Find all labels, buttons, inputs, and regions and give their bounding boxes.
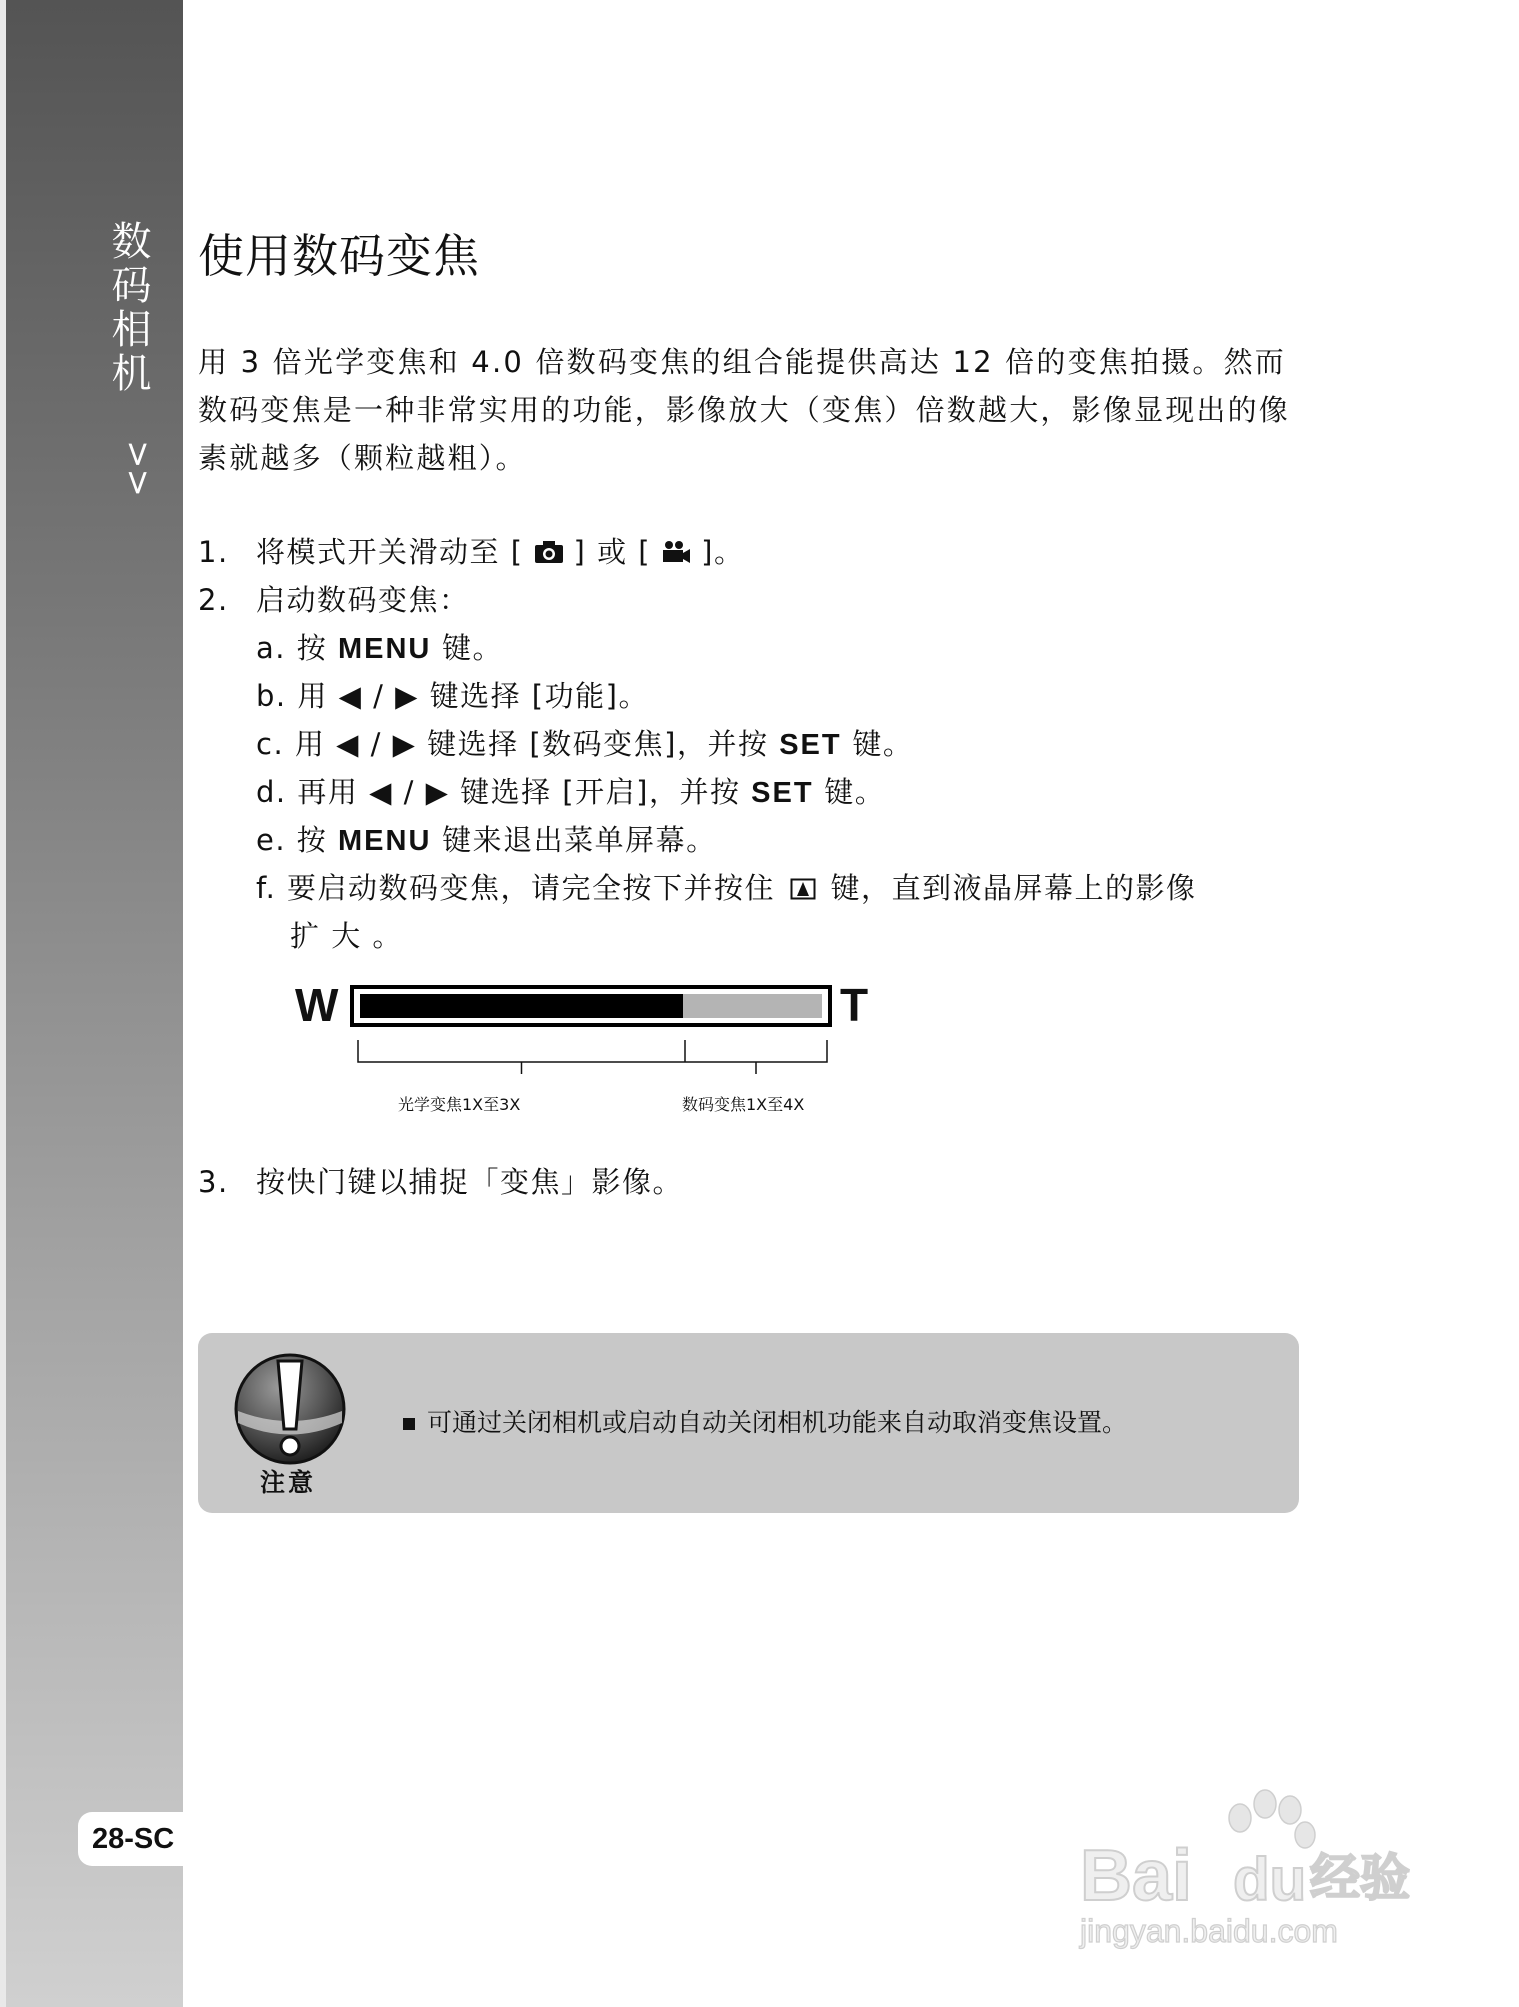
step-text: ] 或 [	[573, 535, 652, 569]
set-key: SET	[751, 777, 814, 809]
note-body: 可通过关闭相机或启动自动关闭相机功能来自动取消变焦设置。	[427, 1408, 1128, 1437]
movie-icon	[661, 537, 691, 571]
step-1	[198, 530, 744, 571]
substep-f	[256, 866, 1197, 907]
step-number: 1.	[198, 535, 229, 569]
bullet-icon	[403, 1418, 415, 1430]
note-label: 注意	[260, 1468, 317, 1497]
sidebar	[0, 0, 183, 2007]
set-key: SET	[779, 729, 842, 761]
step-number: 3.	[198, 1165, 229, 1199]
intro-paragraph: 用 3 倍光学变焦和 4.0 倍数码变焦的组合能提供高达 12 倍的变焦拍摄。然而数码变焦是一种非常实用的功能，影像放大（变焦）倍数越大，影像显现出的像素就越多（颗粒越粗）。	[198, 345, 1291, 475]
zoom-bar	[350, 985, 832, 1027]
camera-icon	[534, 537, 564, 571]
optical-caption: 光学变焦1X至3X	[398, 1095, 521, 1114]
watermark-brand2: du	[1233, 1846, 1307, 1913]
note-box	[198, 1333, 1299, 1513]
step-number: 2.	[198, 583, 229, 617]
substep-text: b. 用 ◀ / ▶ 键选择 [功能]。	[256, 679, 649, 713]
substep-text: 键，直到液晶屏幕上的影像	[819, 871, 1197, 905]
watermark-suffix: 经验	[1310, 1849, 1410, 1907]
watermark-url: jingyan.baidu.com	[1080, 1913, 1338, 1949]
step-text: 启动数码变焦：	[256, 583, 470, 617]
substep-e	[256, 818, 717, 859]
substep-text: 键。	[841, 727, 914, 761]
step-3	[198, 1160, 683, 1201]
zoom-tele-icon	[790, 873, 816, 907]
wide-label: W	[295, 979, 339, 1031]
tele-label: T	[840, 979, 869, 1031]
step-text: ]。	[701, 535, 745, 569]
step-text: 按快门键以捕捉「变焦」影像。	[256, 1165, 684, 1199]
zoom-range-brackets	[355, 1038, 835, 1088]
baidu-watermark	[1075, 1780, 1435, 1964]
optical-zoom-fill	[360, 994, 683, 1018]
substep-text: 键。	[431, 631, 504, 665]
substep-text: f. 要启动数码变焦，请完全按下并按住	[256, 871, 786, 905]
substep-f-cont: 扩 大 。	[290, 919, 403, 953]
substep-text: c. 用 ◀ / ▶ 键选择 [数码变焦]，并按	[256, 727, 780, 761]
substep-text: 键来退出菜单屏幕。	[431, 823, 717, 857]
substep-text: 键。	[813, 775, 886, 809]
digital-caption: 数码变焦1X至4X	[682, 1095, 805, 1114]
page-title: 使用数码变焦	[198, 229, 480, 283]
section-label: 数码相机	[105, 220, 151, 396]
menu-key: MENU	[338, 825, 432, 857]
substep-c	[256, 722, 913, 763]
substep-text: d. 再用 ◀ / ▶ 键选择 [开启]，并按	[256, 775, 752, 809]
digital-zoom-fill	[683, 994, 822, 1018]
substep-text: e. 按	[256, 823, 338, 857]
substep-text: a. 按	[256, 631, 338, 665]
step-text: 将模式开关滑动至 [	[256, 535, 524, 569]
step-2	[198, 578, 470, 619]
sidebar-edge	[0, 0, 6, 2007]
chevron-icon: >>	[118, 440, 158, 497]
exclamation-icon	[230, 1351, 350, 1475]
substep-a	[256, 626, 503, 667]
watermark-brand: Bai	[1080, 1836, 1193, 1916]
menu-key: MENU	[337, 633, 432, 665]
substep-b	[256, 674, 649, 715]
substep-d	[256, 770, 885, 811]
page-number: 28-SC	[78, 1812, 188, 1866]
note-text	[403, 1403, 1127, 1439]
